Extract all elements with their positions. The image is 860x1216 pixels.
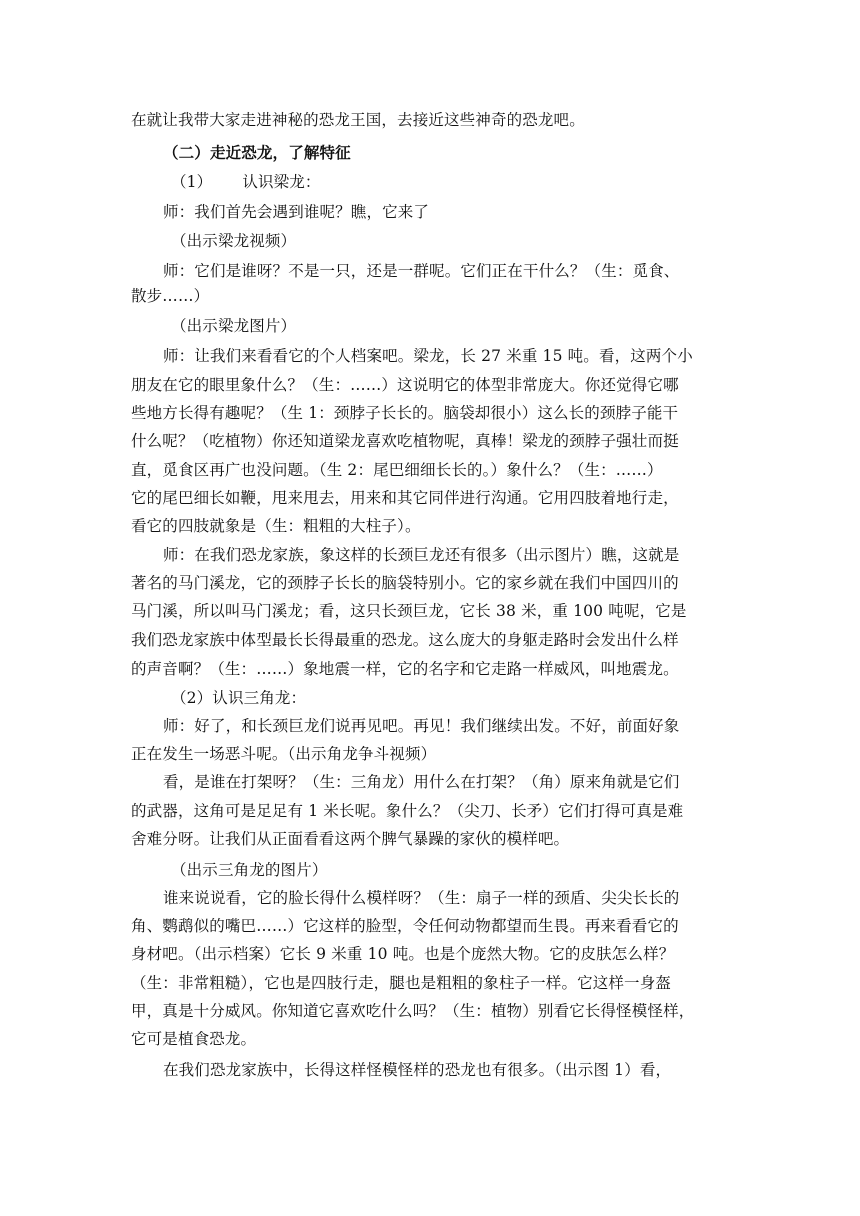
text-line: 的武器，这角可是足足有 1 米长呢。象什么？（尖刀、长矛）它们打得可真是难 <box>131 802 684 820</box>
text-line: 师：在我们恐龙家族，象这样的长颈巨龙还有很多（出示图片）瞧，这就是 <box>163 546 680 564</box>
list-label: 认识梁龙： <box>242 173 321 191</box>
text-line: 角、鹦鹉似的嘴巴……）它这样的脸型，令任何动物都望而生畏。再来看看它的 <box>131 917 679 935</box>
text-line: 甲，真是十分威风。你知道它喜欢吃什么吗？（生：植物）别看它长得怪模怪样， <box>131 1002 695 1020</box>
text-line: 看它的四肢就象是（生：粗粗的大柱子）。 <box>131 517 421 535</box>
text-line: 在我们恐龙家族中，长得这样怪模怪样的恐龙也有很多。（出示图 1）看， <box>163 1061 672 1079</box>
text-line: 马门溪，所以叫马门溪龙；看，这只长颈巨龙，它长 38 米，重 100 吨呢，它是 <box>131 602 687 620</box>
text-line: （出示梁龙图片） <box>171 317 297 335</box>
text-line: （2）认识三角龙： <box>171 689 307 707</box>
text-line: 师：让我们来看看它的个人档案吧。梁龙，长 27 米重 15 吨。看，这两个小 <box>163 347 693 365</box>
text-line: 它可是植食恐龙。 <box>131 1030 257 1048</box>
text-line: 直，觅食区再广也没问题。（生 2：尾巴细细长长的。）象什么？（生：……） <box>131 461 663 479</box>
text-line: 身材吧。（出示档案）它长 9 米重 10 吨。也是个庞然大物。它的皮肤怎么样？ <box>131 945 675 963</box>
text-line <box>171 167 743 197</box>
text-line: 什么呢？（吃植物）你还知道梁龙喜欢吃植物呢，真棒！梁龙的颈脖子强壮而挺 <box>131 432 679 450</box>
text-line: 的声音啊？（生：……）象地震一样，它的名字和它走路一样威风，叫地震龙。 <box>131 660 679 678</box>
text-line: 著名的马门溪龙，它的颈脖子长长的脑袋特别小。它的家乡就在我们中国四川的 <box>131 574 679 592</box>
text-line: 散步……） <box>131 287 210 305</box>
text-line: 我们恐龙家族中体型最长长得最重的恐龙。这么庞大的身躯走路时会发出什么样 <box>131 631 679 649</box>
text-line: 看，是谁在打架呀？（生：三角龙）用什么在打架？（角）原来角就是它们 <box>163 773 680 791</box>
text-line: 师：我们首先会遇到谁呢？瞧，它来了 <box>163 203 430 221</box>
text-line: （生：非常粗糙），它也是四肢行走，腿也是粗粗的象柱子一样。它这样一身盔 <box>131 974 672 992</box>
text-line: 在就让我带大家走进神秘的恐龙王国，去接近这些神奇的恐龙吧。 <box>131 111 585 129</box>
text-line: 正在发生一场恶斗呢。（出示角龙争斗视频） <box>131 745 437 763</box>
text-line: （出示三角龙的图片） <box>171 861 328 879</box>
text-line: 朋友在它的眼里象什么？（生：……）这说明它的体型非常庞大。你还觉得它哪 <box>131 376 679 394</box>
text-line: 它的尾巴细长如鞭，甩来甩去，用来和其它同伴进行沟通。它用四肢着地行走， <box>131 489 679 507</box>
text-line: 师：它们是谁呀？不是一只，还是一群呢。它们正在干什么？（生：觅食、 <box>163 262 680 280</box>
section-heading: （二）走近恐龙，了解特征 <box>163 143 351 162</box>
text-line: 师：好了，和长颈巨龙们说再见吧。再见！我们继续出发。不好，前面好象 <box>163 717 680 735</box>
text-line: （出示梁龙视频） <box>171 232 297 250</box>
text-line: 舍难分呀。让我们从正面看看这两个脾气暴躁的家伙的模样吧。 <box>131 830 570 848</box>
text-line: 些地方长得有趣呢？（生 1：颈脖子长长的。脑袋却很小）这么长的颈脖子能干 <box>131 404 679 422</box>
list-number: （1） <box>171 173 213 191</box>
text-line: 谁来说说看，它的脸长得什么模样呀？（生：扇子一样的颈盾、尖尖长长的 <box>163 889 680 907</box>
